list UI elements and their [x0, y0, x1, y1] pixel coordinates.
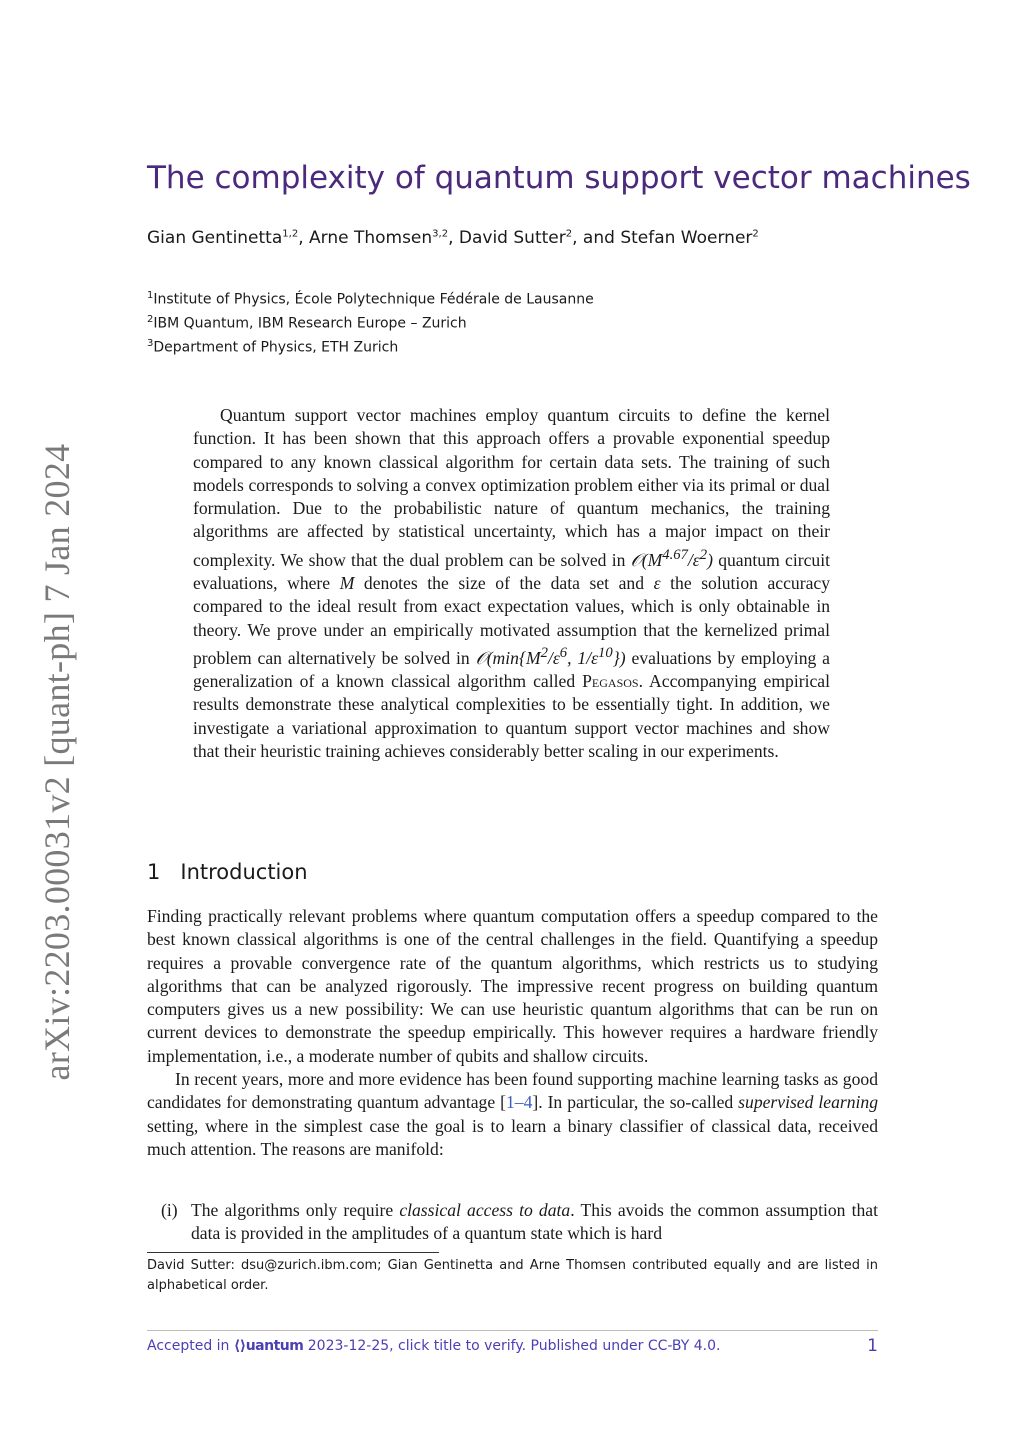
math-exponent: 4.67 [662, 546, 688, 563]
footer-text: 2023-12-25, click title to verify. Published under CC-BY 4.0. [303, 1338, 721, 1354]
affiliation-text: Department of Physics, ETH Zurich [153, 339, 399, 356]
list-item-content [191, 1199, 878, 1246]
affiliation-number: 3 [147, 338, 154, 349]
body-text [147, 905, 878, 1161]
section-title: Introduction [180, 860, 308, 884]
math-variable: M [339, 572, 355, 593]
paragraph-text: setting, where in the simplest case the goal is to learn a binary classifier of classical data, received much attention. The reasons are manifold: [147, 1115, 878, 1159]
paragraph-text: In recent years, more and more evidence has been found supporting machine learning tasks as good candidates for demonstrating quantum advantage [ [147, 1069, 878, 1113]
page-number: 1 [867, 1336, 878, 1356]
author-name: Gian Gentinetta [147, 228, 283, 248]
abstract-text: the solution accuracy compared to the ideal result from exact expectation values, which is only obtainable in theory. We prove under an empirically motivated assumption that the kernelized primal problem can alternatively be solved in [193, 572, 830, 668]
math-exponent: 10 [598, 644, 613, 661]
math-exponent: 6 [559, 644, 568, 661]
list-item [147, 1199, 878, 1246]
affiliation-3 [147, 338, 398, 356]
abstract-text: quantum circuit evaluations, where [193, 549, 830, 593]
math-text: ) [707, 549, 713, 570]
affiliation-1 [147, 290, 594, 308]
emphasis: classical access to data [399, 1200, 571, 1220]
affiliation-text: IBM Quantum, IBM Research Europe – Zurich [153, 315, 467, 332]
footer-acceptance-link[interactable] [147, 1338, 720, 1354]
affiliation-number: 1 [147, 290, 154, 301]
emphasis: supervised learning [738, 1092, 878, 1113]
algorithm-name: Pegasos [582, 670, 639, 691]
math-text: 𝒪(min{M [475, 647, 541, 668]
affiliation-text: Institute of Physics, École Polytechnique Fédérale de Lausanne [153, 291, 594, 308]
affiliation-2 [147, 314, 467, 332]
list-text: The algorithms only require [191, 1200, 400, 1220]
math-text: /ε [687, 549, 700, 570]
abstract [193, 404, 830, 763]
section-heading [147, 860, 308, 884]
author-affiliation-marker: 3,2 [432, 228, 449, 240]
math-complexity-dual [630, 546, 713, 570]
paragraph: Finding practically relevant problems where quantum computation offers a speedup compared to the best known classical algorithms is one of the central challenges in the field. Quantifying a speedup requires a provable convergence rate of the quantum algorithms, which restricts us to studying algorithms that can be analyzed rigorously. The impressive recent progress on building quantum computers gives us a new possibility: We can use heuristic quantum algorithms that can be run on current devices to demonstrate the speedup empirically. This however requires a hardware friendly implementation, i.e., a moderate number of qubits and shallow circuits. [147, 906, 878, 1066]
author-separator: , [448, 228, 459, 248]
author-name: Arne Thomsen [309, 228, 433, 248]
abstract-text: . Accompanying empirical results demonstrate these analytical complexities to be essentially tight. In addition, we investigate a variational approximation to quantum support vector machines and show that their heuristic training achieves considerably better scaling in our experiments. [193, 670, 830, 761]
citation-link[interactable]: 1–4 [505, 1092, 533, 1113]
author-affiliation-marker: 1,2 [282, 228, 299, 240]
math-text: }) [612, 647, 626, 668]
author-affiliation-marker: 2 [565, 228, 573, 240]
math-text: , 1/ε [567, 647, 599, 668]
author-separator: , [298, 228, 309, 248]
abstract-text: Quantum support vector machines employ quantum circuits to define the kernel function. It has been shown that this approach offers a provable exponential speedup compared to any known classical algorithm for certain data sets. The training of such models corresponds to solving a convex optimization problem either via its primal or dual formulation. Due to the probabilistic nature of quantum mechanics, the training algorithms are affected by statistical uncertainty, which has a major impact on their complexity. We show that the dual problem can be solved in [193, 405, 830, 570]
math-exponent: 2 [540, 644, 548, 661]
math-exponent: 2 [699, 546, 708, 563]
author-separator: , and [572, 228, 621, 248]
paragraph-text: ]. In particular, the so-called [532, 1092, 739, 1113]
author-list [147, 228, 759, 248]
math-text: /ε [547, 647, 560, 668]
footnote-divider [147, 1252, 439, 1253]
abstract-paragraph [193, 404, 830, 763]
paragraph [147, 1068, 878, 1161]
section-number: 1 [147, 860, 161, 884]
math-complexity-primal [475, 644, 626, 668]
list-item-label: (i) [161, 1200, 178, 1220]
author-name: Stefan Woerner [620, 228, 753, 248]
abstract-text: denotes the size of the data set and [354, 572, 654, 593]
footer-text: Accepted in [147, 1338, 234, 1354]
arxiv-identifier-stamp[interactable]: arXiv:2203.00031v2 [quant-ph] 7 Jan 2024 [37, 443, 77, 1081]
footnote: David Sutter: dsu@zurich.ibm.com; Gian Gentinetta and Arne Thomsen contributed equally and are listed in alphabetical order. [147, 1258, 878, 1293]
affiliation-number: 2 [147, 314, 154, 325]
footer-divider [147, 1330, 878, 1331]
author-name: David Sutter [458, 228, 566, 248]
abstract-text: evaluations by employing a generalization of a known classical algorithm called [193, 647, 830, 691]
math-variable: ε [653, 572, 661, 593]
author-affiliation-marker: 2 [752, 228, 759, 240]
paper-title[interactable]: The complexity of quantum support vector machines [147, 160, 971, 196]
list-text: . This avoids the common assumption that data is provided in the amplitudes of a quantum state which is hard [191, 1200, 878, 1244]
quantum-journal-logo: ⟨⟩uantum [233, 1338, 304, 1354]
math-text: 𝒪(M [630, 549, 663, 570]
